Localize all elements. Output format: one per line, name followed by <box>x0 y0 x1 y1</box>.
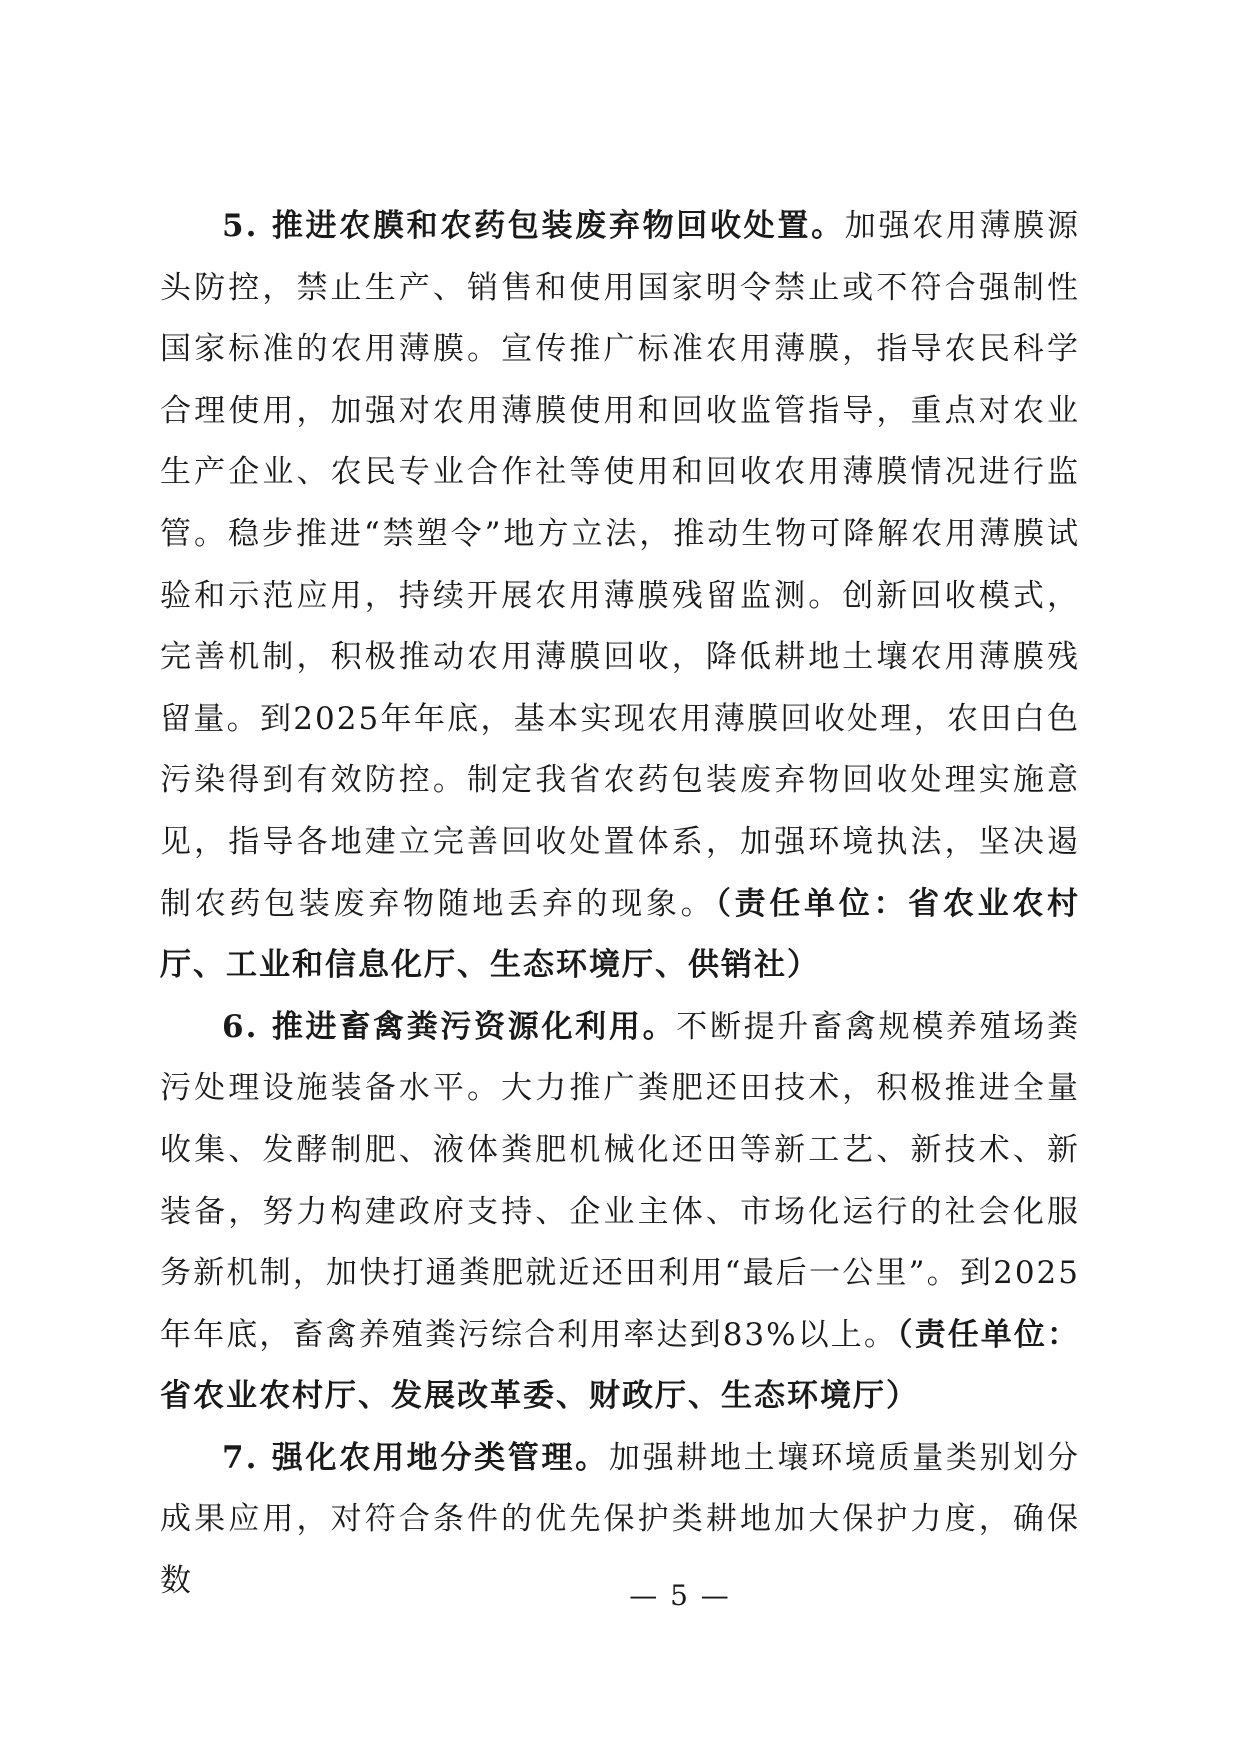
paragraph-7-text: 加强耕地土壤环境质量类别划分成果应用，对符合条件的优先保护类耕地加大保护力度，确保数 <box>160 1439 1080 1600</box>
page-number: — 5 — <box>629 1579 731 1612</box>
paragraph-6-responsibility: （责任单位：省农业农村厅、发展改革委、财政厅、生态环境厅） <box>160 1316 1080 1415</box>
paragraph-5 <box>160 196 1080 997</box>
paragraph-5-heading: 5. 推进农膜和农药包装废弃物回收处置。 <box>222 208 845 244</box>
paragraph-7-heading: 7. 强化农用地分类管理。 <box>222 1439 609 1476</box>
paragraph-6-heading: 6. 推进畜禽粪污资源化利用。 <box>222 1008 677 1045</box>
paragraph-6 <box>160 997 1080 1428</box>
paragraph-5-responsibility: （责任单位：省农业农村厅、工业和信息化厅、生态环境厅、供销社） <box>160 885 1081 984</box>
paragraph-5-text: 加强农用薄膜源头防控，禁止生产、销售和使用国家明令禁止或不符合强制性国家标准的农用薄膜。宣传推广标准农用薄膜，指导农民科学合理使用，加强对农用薄膜使用和回收监管指导，重点对农业生产企业、农民专业合作社等使用和回收农用薄膜情况进行监管。稳步推进“禁塑令”地方立法，推动生物可降解农用薄膜试验和示范应用，持续开展农用薄膜残留监测。创新回收模式，完善机制，积极推动农用薄膜回收，降低耕地土壤农用薄膜残留量。到2025年年底，基本实现农用薄膜回收处理，农田白色污染得到有效防控。制定我省农药包装废弃物回收处理实施意见，指导各地建立完善回收处置体系，加强环境执法，坚决遏制农药包装废弃物随地丢弃的现象。 <box>160 208 1081 922</box>
document-body <box>160 196 1080 1613</box>
paragraph-6-text: 不断提升畜禽规模养殖场粪污处理设施装备水平。大力推广粪肥还田技术，积极推进全量收集、发酵制肥、液体粪肥机械化还田等新工艺、新技术、新装备，努力构建政府支持、企业主体、市场化运行的社会化服务新机制，加快打通粪肥就近还田利用“最后一公里”。到2025年年底，畜禽养殖粪污综合利用率达到83%以上。 <box>160 1008 1081 1353</box>
